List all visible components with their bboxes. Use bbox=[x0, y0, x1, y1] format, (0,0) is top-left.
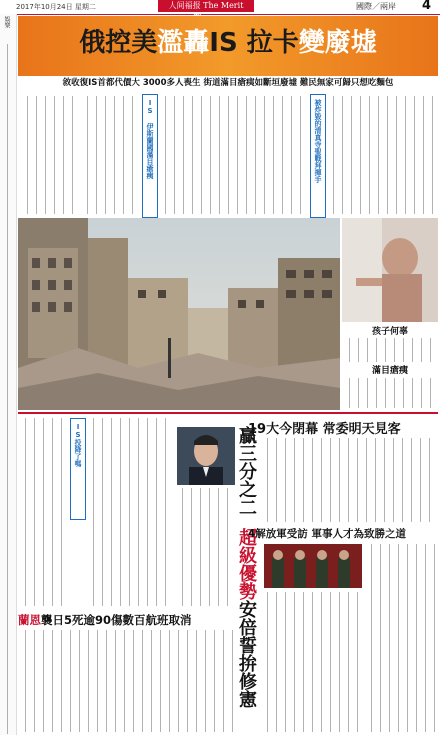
caption-text bbox=[344, 338, 436, 362]
side-head-box bbox=[70, 418, 86, 520]
child-photo bbox=[342, 218, 438, 322]
side-head-b: 被炸毀的清真寺聖戰拜揮手 bbox=[314, 99, 322, 183]
side-head-a: IS 伊斯蘭國滿目瘡痍 bbox=[146, 99, 154, 179]
article-column bbox=[328, 96, 436, 214]
photo-caption-sub: 滿目瘡痍 bbox=[371, 366, 408, 376]
congress-headline: 19大今閉幕 常委明天見客 bbox=[248, 422, 401, 437]
abe-headline bbox=[236, 426, 260, 521]
abe-portrait bbox=[177, 427, 235, 485]
typhoon-part2: 襲日5死逾 bbox=[41, 613, 96, 627]
side-head-box bbox=[310, 94, 326, 218]
article-column bbox=[20, 630, 234, 732]
section-name: 國際／兩岸 bbox=[356, 2, 396, 11]
headline-part4: 變廢墟 bbox=[298, 28, 377, 58]
issue-date: 2017年10月24日 星期二 bbox=[16, 3, 96, 11]
side-head-c: IS投降了嗎 bbox=[74, 423, 82, 467]
article-column bbox=[262, 438, 438, 522]
abe-head-2: 超級優勢 bbox=[236, 528, 257, 600]
headline-part1: 俄控美 bbox=[79, 28, 158, 58]
page-header bbox=[0, 0, 440, 15]
headline-part2: 濫轟 bbox=[157, 28, 210, 58]
side-head-box bbox=[142, 94, 158, 218]
strip-label: 娛樂 bbox=[3, 16, 10, 28]
article-column bbox=[82, 96, 140, 214]
photo-caption bbox=[342, 324, 438, 376]
main-subhead: 敘收復IS首都代價大 3000多人喪生 街道滿目瘡痍如斷垣廢墟 難民無家可歸只想吃麵包 bbox=[18, 76, 438, 90]
page-number: 4 bbox=[422, 0, 432, 13]
article-column bbox=[160, 96, 306, 214]
newspaper-logo: 人间福报 The Merit bbox=[158, 0, 254, 12]
typhoon-part4: 數百航班取消 bbox=[122, 613, 192, 627]
main-headline-banner bbox=[18, 16, 438, 76]
article-column bbox=[20, 418, 68, 606]
pla-headline: 4解放軍受訪 軍事人才為致勝之道 bbox=[248, 528, 406, 540]
article-column bbox=[366, 544, 438, 732]
photo-caption-title: 孩子何辜 bbox=[371, 327, 408, 337]
typhoon-headline bbox=[18, 612, 250, 628]
typhoon-part3: 90傷 bbox=[95, 613, 123, 627]
abe-head-1: 贏三分之二 bbox=[236, 426, 257, 516]
article-column bbox=[262, 592, 362, 732]
article-column bbox=[88, 418, 174, 606]
left-ad-strip bbox=[0, 14, 17, 735]
section-divider bbox=[18, 412, 438, 414]
headline-part3: IS 拉卡 bbox=[209, 28, 299, 58]
caption-text bbox=[344, 378, 436, 408]
typhoon-name: 蘭恩 bbox=[18, 613, 41, 627]
article-column bbox=[177, 488, 233, 606]
main-headline bbox=[18, 22, 438, 59]
abe-head-3: 安倍誓拚修憲 bbox=[236, 600, 257, 708]
pla-photo bbox=[264, 544, 362, 588]
strip-text-block bbox=[2, 44, 14, 734]
article-column bbox=[22, 96, 78, 214]
ruined-city-photo bbox=[18, 218, 340, 410]
